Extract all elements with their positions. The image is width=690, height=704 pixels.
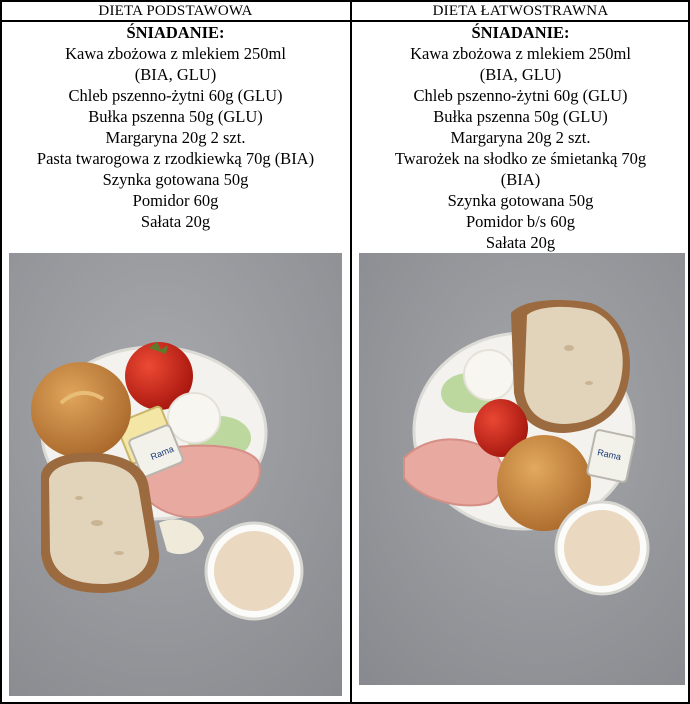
bread-hole bbox=[91, 520, 103, 526]
menu-description bbox=[351, 22, 690, 253]
bread-hole bbox=[114, 551, 124, 555]
butter-label: Rama bbox=[596, 447, 623, 462]
menu-item: Pomidor 60g bbox=[132, 191, 219, 210]
menu-item: Szynka gotowana 50g bbox=[447, 191, 594, 210]
coffee bbox=[564, 510, 640, 586]
bread-crumb bbox=[524, 307, 623, 424]
menu-item: Pomidor b/s 60g bbox=[465, 212, 576, 231]
meal-photo-illustration bbox=[9, 253, 342, 696]
cottage-cheese bbox=[168, 393, 220, 443]
menu-item: Margaryna 20g 2 szt. bbox=[450, 128, 591, 147]
bread-hole bbox=[564, 345, 574, 351]
sweet-cottage-cheese bbox=[464, 350, 514, 400]
meal-photo bbox=[9, 253, 342, 696]
menu-item: Margaryna 20g 2 szt. bbox=[105, 128, 246, 147]
meal-title: ŚNIADANIE: bbox=[471, 23, 570, 42]
menu-item: Pasta twarogowa z rzodkiewką 70g (BIA) bbox=[36, 149, 315, 168]
column-light-diet bbox=[351, 0, 690, 704]
column-header: DIETA PODSTAWOWA bbox=[98, 3, 253, 19]
menu-item: Sałata 20g bbox=[485, 233, 556, 252]
coffee bbox=[214, 531, 294, 611]
menu-item: (BIA, GLU) bbox=[134, 65, 217, 84]
menu-item: Kawa zbożowa z mlekiem 250ml bbox=[65, 44, 286, 63]
menu-item: Bułka pszenna 50g (GLU) bbox=[88, 107, 263, 126]
menu-description bbox=[0, 22, 351, 232]
menu-item: Bułka pszenna 50g (GLU) bbox=[433, 107, 608, 126]
meal-title: ŚNIADANIE: bbox=[126, 23, 225, 42]
column-header: DIETA ŁATWOSTRAWNA bbox=[432, 3, 609, 19]
menu-item: Szynka gotowana 50g bbox=[102, 170, 249, 189]
bread-hole bbox=[585, 381, 593, 385]
menu-item: (BIA, GLU) bbox=[479, 65, 562, 84]
menu-item: Chleb pszenno-żytni 60g (GLU) bbox=[413, 86, 628, 105]
bread-roll bbox=[31, 362, 131, 458]
menu-item: Chleb pszenno-żytni 60g (GLU) bbox=[68, 86, 283, 105]
menu-item: Kawa zbożowa z mlekiem 250ml bbox=[410, 44, 631, 63]
menu-item: Sałata 20g bbox=[140, 212, 211, 231]
meal-photo-illustration bbox=[359, 253, 685, 685]
butter-label: Rama bbox=[149, 443, 176, 462]
meal-photo bbox=[359, 253, 685, 685]
menu-item: (BIA) bbox=[500, 170, 541, 189]
menu-item: Twarożek na słodko ze śmietanką 70g bbox=[394, 149, 647, 168]
bread-hole bbox=[75, 496, 83, 500]
